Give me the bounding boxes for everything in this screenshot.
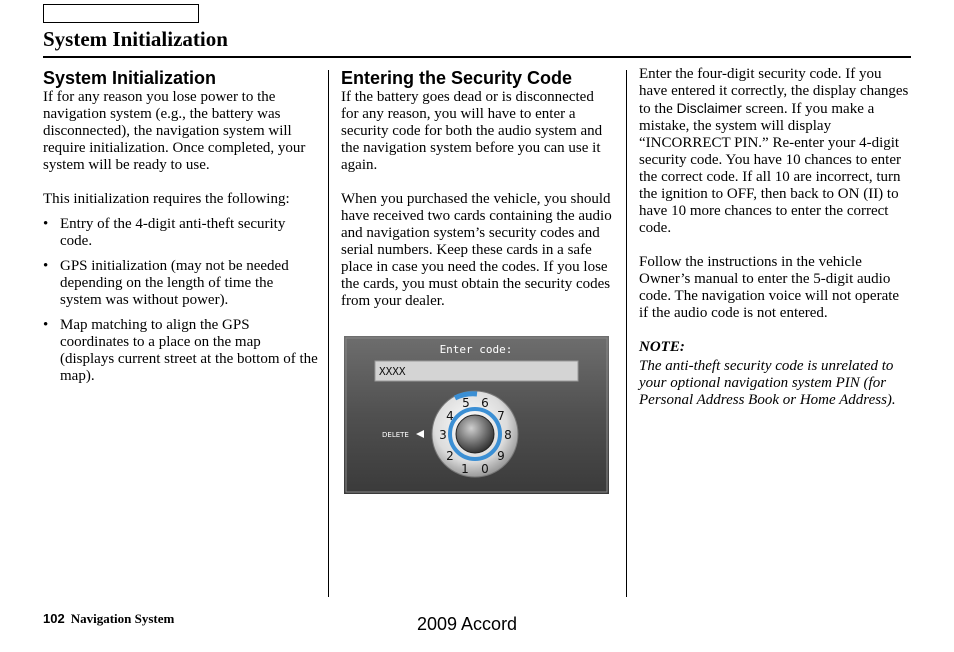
- enter-code-prompt: Enter code:: [439, 343, 513, 356]
- paragraph-battery-dead: If the battery goes dead or is disconnected for any reason, you will have to enter a security code for both the audio system and the navigation system before you can use it again.: [341, 89, 603, 173]
- section-heading-system-initialization: System Initialization: [43, 68, 217, 88]
- paragraph-power-loss: If for any reason you lose power to the navigation system (e.g., the battery was disconnected), the navigation system will require initialization. Once completed, your system will be ready to use.: [43, 89, 306, 173]
- column-instructions: [639, 66, 911, 409]
- paragraph-requirements: This initialization requires the following:: [43, 191, 290, 207]
- dial-digit-6: 6: [481, 396, 489, 410]
- note-text: The anti-theft security code is unrelated to your optional navigation system PIN (for Personal Address Book or Home Address).: [639, 358, 896, 408]
- footer-section: Navigation System: [70, 611, 175, 626]
- paragraph-security-cards: When you purchased the vehicle, you should have received two cards containing the audio and navigation system’s security codes and serial numbers. Keep these cards in a safe place in case you need the codes. If you lose the cards, you must obtain the security codes from your dealer.: [341, 191, 612, 309]
- disclaimer-term: Disclaimer: [676, 100, 742, 116]
- dial-digit-7: 7: [497, 409, 505, 423]
- footer-page-info: [43, 611, 174, 627]
- section-heading-security-code: Entering the Security Code: [341, 68, 573, 88]
- dial-digit-2: 2: [446, 449, 454, 463]
- dial-digit-1: 1: [461, 462, 469, 476]
- page-title: System Initialization: [43, 27, 228, 51]
- dial-digit-4: 4: [446, 409, 454, 423]
- paragraph-enter-code: Enter the four-digit security code. If you have entered it correctly, the display changes to the Disclaimer screen. If you make a mistake, the system will display “INCORRECT PIN.” Re-enter your 4-digit security code. You have 10 chances to enter the correct code. If all 10 are incorrect, turn the ignition to OFF, then back to ON (II) to have 10 more chances to enter the correct code.: [639, 66, 909, 236]
- requirements-list: [43, 216, 318, 385]
- column-security-code: [341, 66, 613, 310]
- dial-digit-9: 9: [497, 449, 505, 463]
- dial-digit-5: 5: [462, 396, 470, 410]
- column-divider-1: [328, 70, 329, 597]
- page-number: 102: [43, 611, 65, 626]
- footer-model: 2009 Accord: [417, 614, 518, 634]
- security-code-screen-image: [344, 336, 609, 494]
- digit-dial[interactable]: [432, 391, 518, 477]
- delete-label: DELETE: [382, 431, 409, 439]
- list-item: • Entry of the 4-digit anti-theft security code.: [43, 216, 318, 250]
- note-label: NOTE:: [639, 339, 685, 355]
- column-divider-2: [626, 70, 627, 597]
- dial-digit-3: 3: [439, 428, 447, 442]
- title-rule: [43, 56, 911, 58]
- dial-digit-8: 8: [504, 428, 512, 442]
- list-item: • Map matching to align the GPS coordinates to a place on the map (displays current street at the bottom of the map).: [43, 317, 318, 385]
- list-item: • GPS initialization (may not be needed depending on the length of time the system was without power).: [43, 258, 318, 309]
- header-tab-box: [43, 4, 199, 23]
- paragraph-audio-code: Follow the instructions in the vehicle Owner’s manual to enter the 5-digit audio code. The navigation voice will not operate if the audio code is not entered.: [639, 254, 900, 321]
- column-system-initialization: [43, 66, 318, 393]
- dial-knob: [456, 415, 494, 453]
- code-entry-value: XXXX: [379, 365, 406, 378]
- dial-digit-0: 0: [481, 462, 489, 476]
